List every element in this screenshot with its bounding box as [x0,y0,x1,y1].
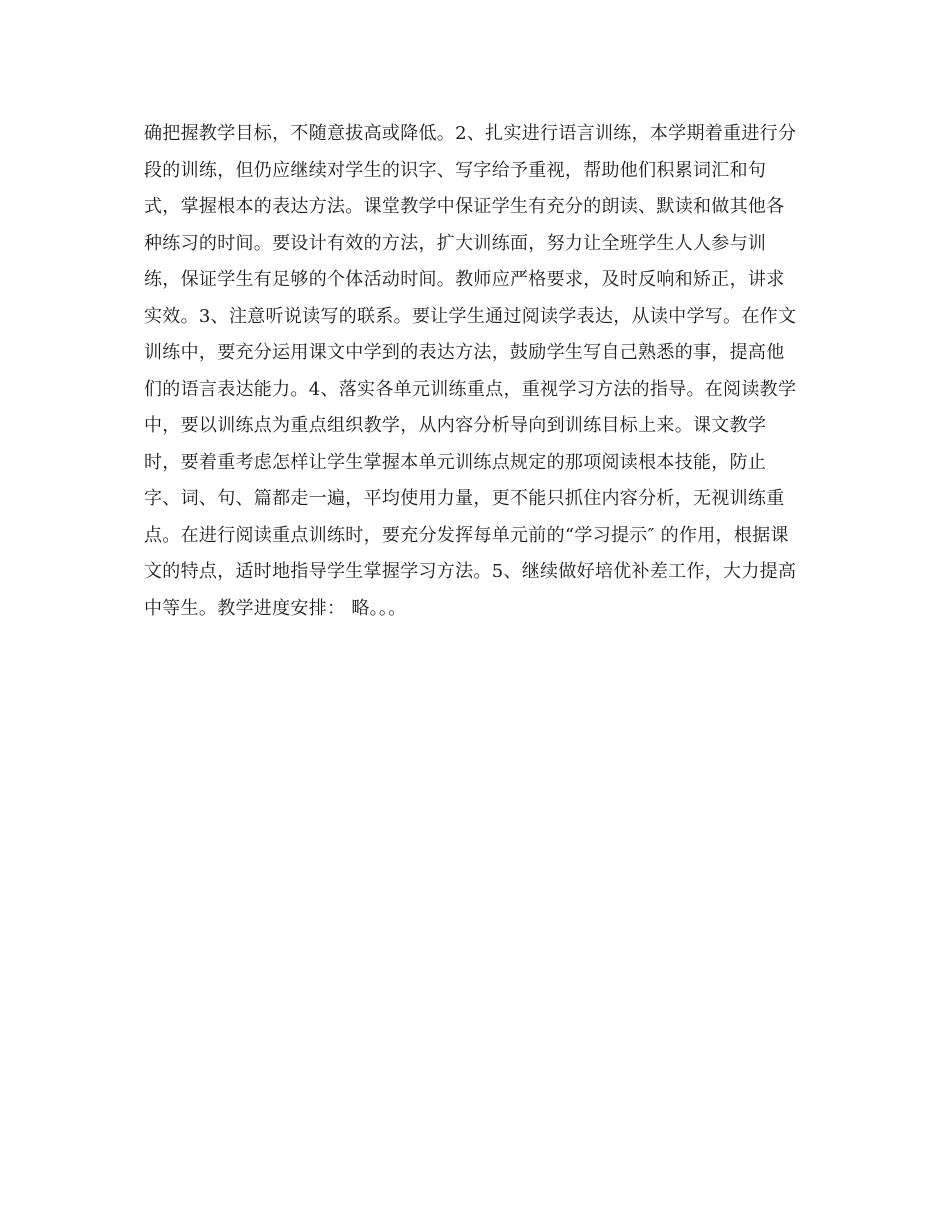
text-line: 训练中，要充分运用课文中学到的表达方法，鼓励学生写自己熟悉的事，提高他 [144,342,785,363]
text-line: 们的语言表达能力。4、落实各单元训练重点，重视学习方法的指导。在阅读教学 [144,378,797,400]
text-line: 段的训练，但仍应继续对学生的识字、写字给予重视，帮助他们积累词汇和句 [144,159,767,181]
text-line: 点。在进行阅读重点训练时，要充分发挥每单元前的“学习提示″ 的作用，根据课 [144,524,789,546]
text-line: 练，保证学生有足够的个体活动时间。教师应严格要求，及时反响和矫正，讲求 [144,269,785,290]
body-text [144,116,814,627]
text-line: 种练习的时间。要设计有效的方法，扩大训练面，努力让全班学生人人参与训 [144,232,767,254]
text-line: 字、词、句、篇都走一遍，平均使用力量，更不能只抓住内容分析，无视训练重 [144,488,785,509]
text-line: 式，掌握根本的表达方法。课堂教学中保证学生有充分的朗读、默读和做其他各 [144,196,785,217]
text-line: 确把握教学目标，不随意拔高或降低。2、扎实进行语言训练，本学期着重进行分 [144,123,797,144]
text-line: 实效。3、注意听说读写的联系。要让学生通过阅读学表达，从读中学写。在作文 [144,305,797,327]
text-line: 时，要着重考虑怎样让学生掌握本单元训练点规定的那项阅读根本技能，防止 [144,451,767,473]
text-line: 中，要以训练点为重点组织教学，从内容分析导向到训练目标上来。课文教学 [144,415,767,436]
text-line: 文的特点，适时地指导学生掌握学习方法。5、继续做好培优补差工作，大力提高 [144,561,797,582]
text-line: 中等生。教学进度安排： 略。。。 [144,597,407,619]
